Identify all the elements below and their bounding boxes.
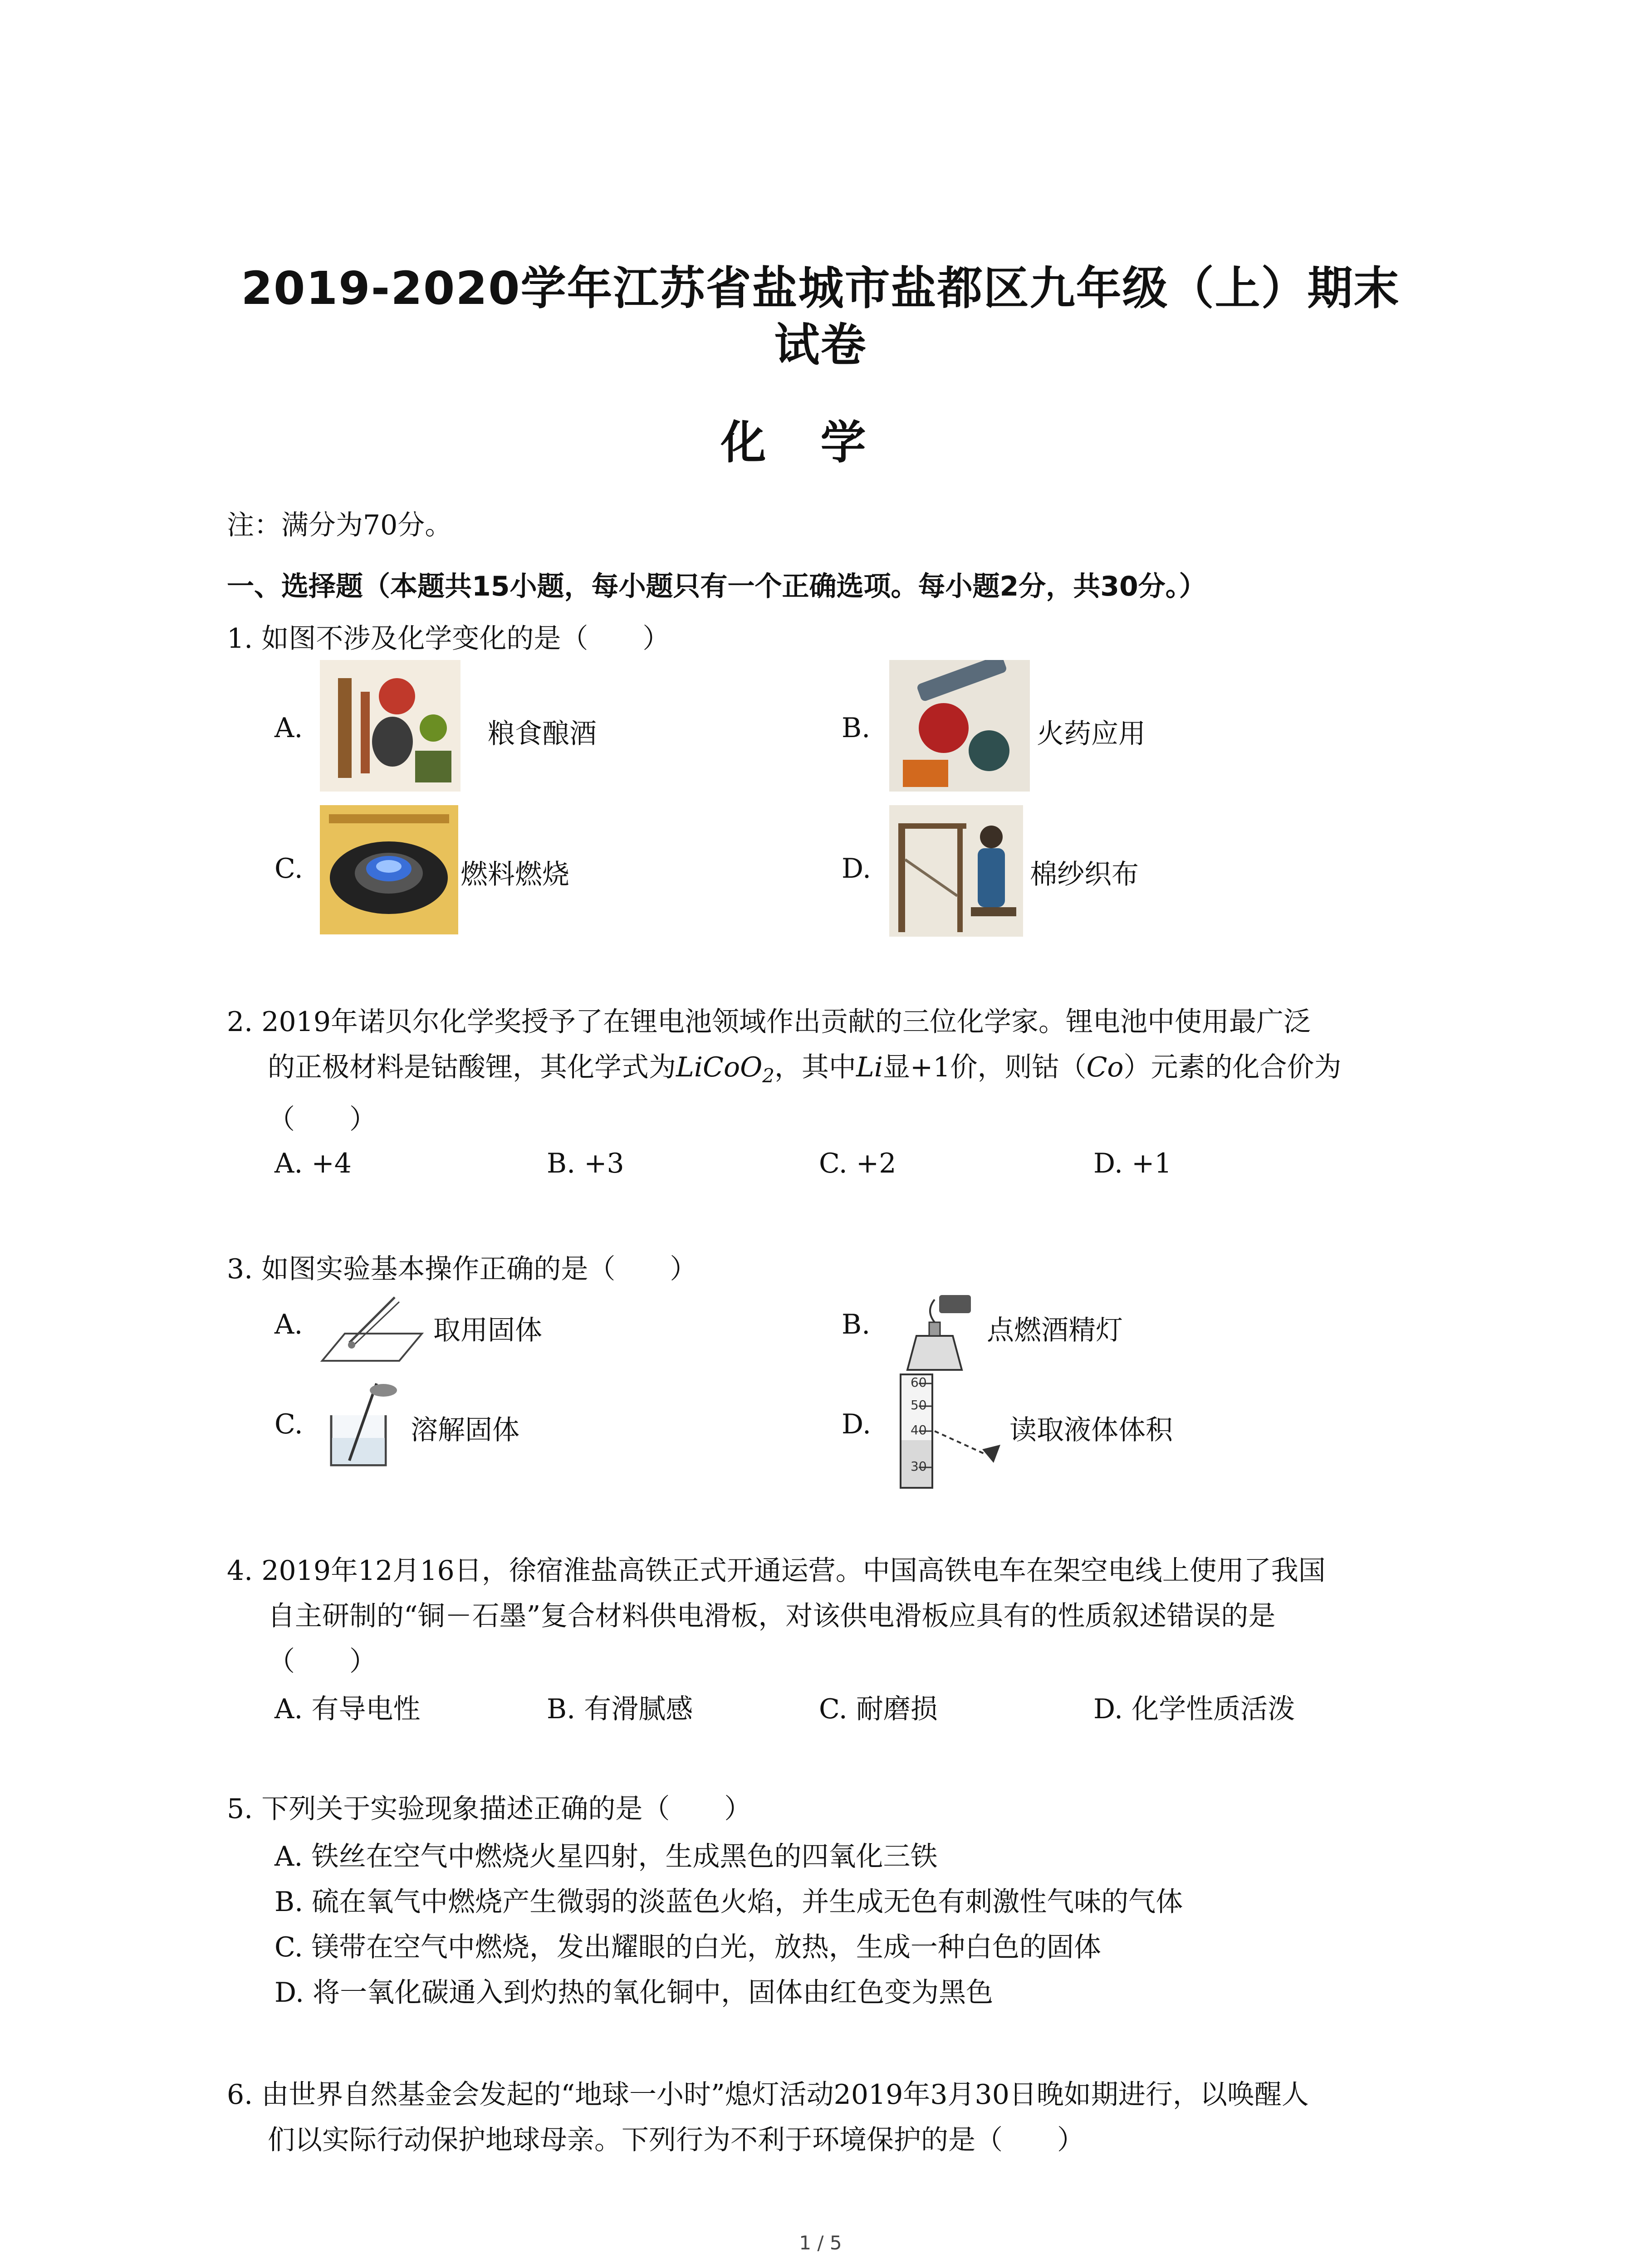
q4-option-a: A. 有导电性 bbox=[274, 1693, 421, 1725]
q2-option-b: B. +3 bbox=[547, 1148, 624, 1179]
q5-option-b: B. 硫在氧气中燃烧产生微弱的淡蓝色火焰，并生成无色有刺激性气味的气体 bbox=[274, 1886, 1183, 1918]
q2-formula: LiCoO bbox=[676, 1051, 763, 1083]
cylinder-tick-50: 50 bbox=[911, 1398, 927, 1413]
q3-option-c-letter: C. bbox=[274, 1408, 303, 1440]
alcohol-lamp-icon bbox=[889, 1286, 980, 1372]
cylinder-tick-30: 30 bbox=[911, 1459, 927, 1474]
q1-option-b-letter: B. bbox=[842, 712, 871, 744]
page-number: 1 / 5 bbox=[799, 2232, 842, 2254]
beaker-stirring-icon bbox=[322, 1379, 408, 1470]
wine-brewing-illustration-icon bbox=[320, 660, 460, 792]
q3-option-d-letter: D. bbox=[842, 1408, 872, 1440]
q1-option-d-text: 棉纱织布 bbox=[1030, 859, 1139, 890]
q3-option-b-text: 点燃酒精灯 bbox=[987, 1315, 1123, 1346]
q5-option-d: D. 将一氧化碳通入到灼热的氧化铜中，固体由红色变为黑色 bbox=[274, 1977, 994, 2009]
q4-option-c: C. 耐磨损 bbox=[819, 1693, 938, 1725]
q6-line2: 们以实际行动保护地球母亲。下列行为不利于环境保护的是（ ） bbox=[268, 2124, 1084, 2156]
q4-option-b: B. 有滑腻感 bbox=[547, 1693, 693, 1725]
q1-option-d-letter: D. bbox=[842, 853, 872, 885]
q2-option-a: A. +4 bbox=[274, 1148, 352, 1179]
q4-line2: 自主研制的“铜－石墨”复合材料供电滑板，对该供电滑板应具有的性质叙述错误的是 bbox=[268, 1600, 1276, 1632]
q1-option-a-letter: A. bbox=[274, 712, 303, 744]
q1-stem: 1. 如图不涉及化学变化的是（ ） bbox=[227, 623, 670, 655]
q1-option-b-text: 火药应用 bbox=[1037, 718, 1146, 750]
paper-title-line1: 2019-2020学年江苏省盐城市盐都区九年级（上）期末 bbox=[241, 262, 1400, 315]
q2-answer-blank: （ ） bbox=[268, 1104, 377, 1135]
q3-option-a-letter: A. bbox=[274, 1309, 303, 1340]
q1-option-c-text: 燃料燃烧 bbox=[460, 859, 569, 890]
q4-answer-blank: （ ） bbox=[268, 1646, 377, 1677]
q5-option-a: A. 铁丝在空气中燃烧火星四射，生成黑色的四氧化三铁 bbox=[274, 1841, 938, 1872]
q3-option-b-letter: B. bbox=[842, 1309, 871, 1340]
loom-weaving-illustration-icon bbox=[889, 805, 1023, 937]
q2-option-c: C. +2 bbox=[819, 1148, 896, 1179]
subject-heading: 化学 bbox=[720, 416, 921, 469]
score-note: 注：满分为70分。 bbox=[227, 509, 452, 541]
q5-stem: 5. 下列关于实验现象描述正确的是（ ） bbox=[227, 1793, 752, 1825]
q5-option-c: C. 镁带在空气中燃烧，发出耀眼的白光，放热，生成一种白色的固体 bbox=[274, 1931, 1101, 1963]
gas-stove-flame-photo-icon bbox=[320, 805, 458, 934]
section-heading-choice: 一、选择题（本题共15小题，每小题只有一个正确选项。每小题2分，共30分。） bbox=[227, 571, 1206, 602]
paper-title-line2: 试卷 bbox=[774, 318, 867, 371]
cylinder-tick-60: 60 bbox=[911, 1375, 927, 1390]
q3-stem: 3. 如图实验基本操作正确的是（ ） bbox=[227, 1253, 697, 1285]
graduated-cylinder-icon bbox=[892, 1372, 1009, 1490]
q3-option-a-text: 取用固体 bbox=[433, 1315, 542, 1346]
q2-option-d: D. +1 bbox=[1093, 1148, 1172, 1179]
q4-line1: 4. 2019年12月16日，徐宿淮盐高铁正式开通运营。中国高铁电车在架空电线上使用了我国 bbox=[227, 1555, 1326, 1587]
q3-option-d-text: 读取液体体积 bbox=[1009, 1414, 1173, 1446]
q4-option-d: D. 化学性质活泼 bbox=[1093, 1693, 1295, 1725]
gunpowder-illustration-icon bbox=[889, 660, 1030, 792]
q2-line2: 的正极材料是钴酸锂，其化学式为LiCoO$_2$，其中Li显+1价，则钴（Co）元素的化合价为 bbox=[268, 1051, 1342, 1087]
q2-line1: 2. 2019年诺贝尔化学奖授予了在锂电池领域作出贡献的三位化学家。锂电池中使用最广泛 bbox=[227, 1006, 1311, 1038]
tweezers-solid-icon bbox=[318, 1288, 426, 1365]
cylinder-tick-40: 40 bbox=[911, 1422, 927, 1437]
q1-option-a-text: 粮食酿酒 bbox=[488, 718, 597, 750]
q1-option-c-letter: C. bbox=[274, 853, 303, 885]
q6-line1: 6. 由世界自然基金会发起的“地球一小时”熄灯活动2019年3月30日晚如期进行，以唤醒人 bbox=[227, 2079, 1309, 2111]
q3-option-c-text: 溶解固体 bbox=[411, 1414, 519, 1446]
